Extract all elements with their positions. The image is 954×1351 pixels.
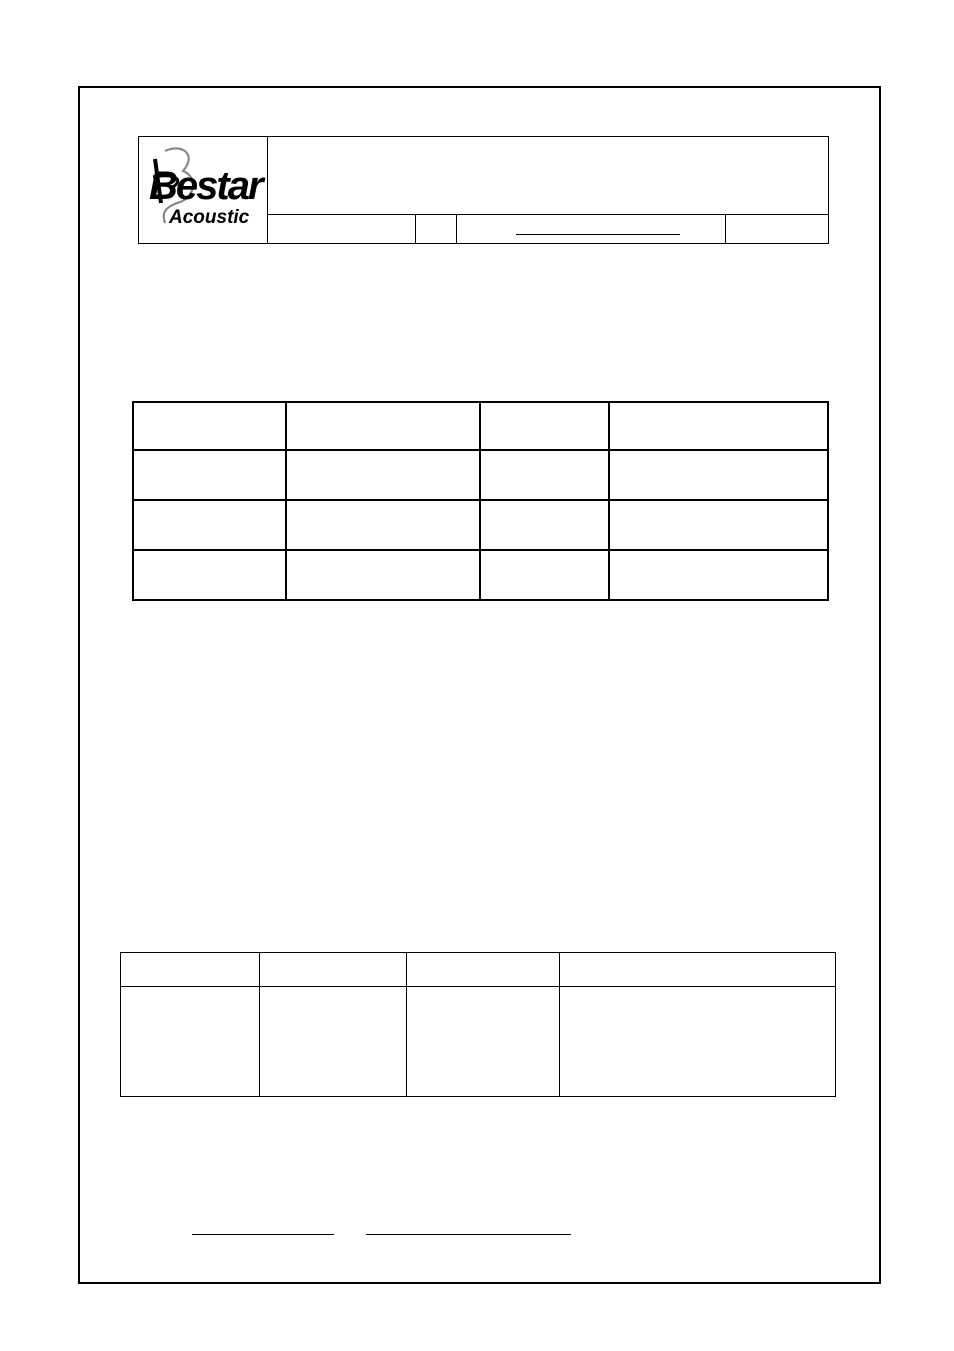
spec-table-cell — [610, 551, 829, 601]
signature-line-2 — [366, 1234, 571, 1235]
spec-table-cell — [287, 501, 481, 551]
revision-table-cell — [407, 952, 560, 987]
spec-table-cell — [481, 551, 610, 601]
spec-table-cell — [610, 501, 829, 551]
document-header — [138, 136, 829, 244]
spec-table-cell — [610, 451, 829, 501]
revision-table-cell — [260, 987, 407, 1097]
spec-table-cell — [132, 401, 287, 451]
spec-table-cell — [287, 401, 481, 451]
spec-table-cell — [481, 401, 610, 451]
revision-table-cell — [120, 952, 260, 987]
header-field-underline — [516, 234, 680, 235]
revision-table-cell — [560, 987, 836, 1097]
revision-table-cell — [120, 987, 260, 1097]
spec-table — [132, 401, 829, 601]
svg-text:Acoustic: Acoustic — [169, 207, 250, 228]
revision-table — [120, 952, 836, 1097]
spec-table-cell — [132, 451, 287, 501]
spec-table-cell — [481, 501, 610, 551]
header-field-1 — [268, 215, 416, 243]
spec-table-cell — [132, 501, 287, 551]
bestar-acoustic-logo-icon — [143, 141, 267, 233]
revision-table-cell — [407, 987, 560, 1097]
revision-table-cell — [560, 952, 836, 987]
header-field-4 — [726, 215, 828, 243]
spec-table-cell — [287, 551, 481, 601]
spec-table-cell — [610, 401, 829, 451]
signature-line-1 — [192, 1234, 334, 1235]
header-field-3 — [457, 215, 726, 243]
page-frame — [78, 86, 881, 1284]
spec-table-cell — [481, 451, 610, 501]
svg-text:Bestar: Bestar — [149, 164, 262, 208]
revision-table-cell — [260, 952, 407, 987]
company-logo — [139, 137, 268, 243]
document-title-cell — [268, 137, 828, 215]
header-field-2 — [416, 215, 457, 243]
spec-table-cell — [287, 451, 481, 501]
spec-table-cell — [132, 551, 287, 601]
